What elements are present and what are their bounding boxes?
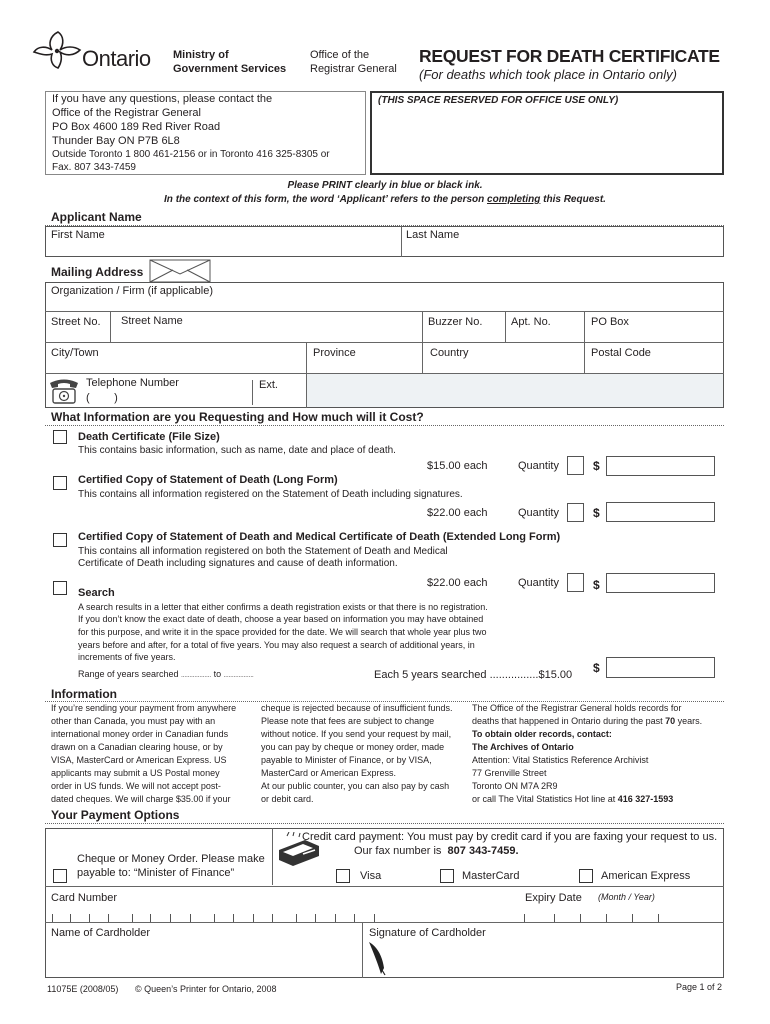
credit-card-instruction: Credit card payment: You must pay by credit card if you are faxing your request to us. (302, 831, 718, 843)
page-number: Page 1 of 2 (676, 982, 723, 992)
expiry-digit-tick (606, 914, 607, 922)
extended-long-form-desc-1: This contains all information registered on both the Statement of Death and Medical (78, 546, 448, 557)
death-certificate-quantity-label: Quantity (518, 460, 559, 472)
long-form-dollar: $ (593, 506, 600, 520)
fax-number-pre: Our fax number is (354, 845, 448, 857)
extended-long-form-quantity-input[interactable] (567, 573, 584, 592)
cardholder-input[interactable] (50, 942, 358, 974)
ministry-line-1: Ministry of (173, 49, 229, 61)
apt-label: Apt. No. (511, 316, 551, 328)
cardholder-rule (45, 922, 724, 923)
postal-label: Postal Code (591, 347, 651, 359)
expiry-digit-tick (524, 914, 525, 922)
page-subtitle: (For deaths which took place in Ontario only) (419, 67, 677, 82)
info-col2-line-7: At our public counter, you can also pay by cash (261, 781, 450, 791)
telephone-area-code[interactable]: ( ) (86, 392, 118, 404)
card-digit-tick (132, 914, 133, 922)
death-certificate-dollar: $ (593, 459, 600, 473)
card-digit-tick (335, 914, 336, 922)
death-certificate-amount-input[interactable] (606, 456, 715, 476)
card-digit-tick (170, 914, 171, 922)
info-col1-line-2: other than Canada, you must pay with an (51, 716, 216, 726)
info-col2-line-6: MasterCard or American Express. (261, 768, 397, 778)
ministry-line-2: Government Services (173, 63, 287, 75)
card-digit-tick (233, 914, 234, 922)
province-divider (306, 342, 307, 373)
applicant-name-divider (401, 226, 402, 257)
info-col3-line-1: The Office of the Registrar General holds records for (472, 703, 682, 713)
card-digit-tick (253, 914, 254, 922)
info-col2-line-4: you can pay by cheque or money order, made (261, 742, 445, 752)
card-number-input[interactable] (50, 905, 380, 922)
info-col3-line-2-post: years. (675, 716, 703, 726)
contact-line-5: Outside Toronto 1 800 461-2156 or in Toronto 416 325-8305 or (52, 149, 330, 160)
applicant-definition-pre: In the context of this form, the word ‘Applicant’ refers to the person (164, 194, 488, 205)
card-digit-tick (150, 914, 151, 922)
expiry-date-input[interactable] (520, 905, 680, 922)
range-years-to-label: to (213, 669, 222, 679)
card-number-rule (45, 886, 724, 887)
cheque-line-1: Cheque or Money Order. Please make (77, 853, 265, 865)
applicant-heading: Applicant Name (51, 210, 142, 224)
signature-label: Signature of Cardholder (369, 927, 486, 939)
search-desc-5: increments of five years. (78, 652, 176, 662)
contact-line-6: Fax. 807 343-7459 (52, 162, 136, 173)
extended-long-form-price: $22.00 each (427, 577, 488, 589)
first-name-label: First Name (51, 229, 105, 241)
card-digit-tick (70, 914, 71, 922)
extended-long-form-checkbox[interactable] (53, 533, 67, 547)
applicant-definition-post: this Request. (540, 194, 606, 205)
range-years-from-input[interactable]: .................. (181, 673, 212, 679)
street-no-divider (110, 311, 111, 342)
card-digit-tick (214, 914, 215, 922)
pobox-label: PO Box (591, 316, 629, 328)
month-year-label: (Month / Year) (598, 892, 655, 902)
card-digit-tick (108, 914, 109, 922)
last-name-input[interactable] (470, 240, 720, 255)
card-number-label: Card Number (51, 892, 118, 904)
long-form-checkbox[interactable] (53, 476, 67, 490)
range-years-row (78, 668, 254, 682)
office-line-2: Registrar General (310, 63, 397, 75)
amex-checkbox[interactable] (579, 869, 593, 883)
telephone-label: Telephone Number (86, 377, 179, 389)
fax-number: 807 343-7459. (447, 845, 519, 857)
print-instruction: Please PRINT clearly in blue or black ink. (287, 180, 483, 191)
office-line-1: Office of the (310, 49, 370, 61)
city-label: City/Town (51, 347, 99, 359)
expiry-date-label: Expiry Date (525, 892, 582, 904)
signature-input[interactable] (392, 942, 720, 974)
extended-long-form-dollar: $ (593, 578, 600, 592)
info-col1-line-8: dated cheques. We will charge $35.00 if your (51, 794, 231, 804)
ontario-logo-text: Ontario (82, 46, 151, 71)
death-certificate-title: Death Certificate (File Size) (78, 431, 220, 443)
telephone-shaded-area (307, 374, 723, 407)
search-desc-2: If you don’t know the exact date of death, choose a year based on information you may have obtained (78, 614, 484, 624)
card-digit-tick (354, 914, 355, 922)
info-col1-line-5: VISA, MasterCard or American Express. US (51, 755, 227, 765)
payment-heading-rule (45, 823, 724, 824)
card-digit-tick (315, 914, 316, 922)
page-title: REQUEST FOR DEATH CERTIFICATE (419, 46, 720, 66)
death-certificate-checkbox[interactable] (53, 430, 67, 444)
expiry-digit-tick (580, 914, 581, 922)
info-col3-line-8-pre: or call The Vital Statistics Hot line at (472, 794, 618, 804)
expiry-digit-tick (658, 914, 659, 922)
long-form-price: $22.00 each (427, 507, 488, 519)
signature-divider (362, 922, 363, 978)
buzzer-divider (422, 311, 423, 342)
search-price: Each 5 years searched ................$15.00 (374, 669, 573, 681)
extended-long-form-title: Certified Copy of Statement of Death and Medical Certificate of Death (Extended Long Form) (78, 531, 561, 543)
cheque-checkbox[interactable] (53, 869, 67, 883)
ontario-trillium-logo (30, 28, 86, 70)
info-col3-line-8-phone: 416 327-1593 (617, 794, 674, 804)
visa-checkbox[interactable] (336, 869, 350, 883)
search-desc-3: for this purpose, and write it in the space provided for the date. We will search that whole year plus two (78, 627, 487, 637)
form-number: 11075E (2008/05) (47, 984, 119, 994)
info-col3-line-6: 77 Grenville Street (472, 768, 547, 778)
death-certificate-desc: This contains basic information, such as name, date and place of death. (78, 445, 396, 456)
card-digit-tick (89, 914, 90, 922)
info-col2-line-5: payable to Minister of Finance, or by VISA, (261, 755, 432, 765)
ext-divider (252, 380, 253, 405)
office-use-label: (THIS SPACE RESERVED FOR OFFICE USE ONLY) (378, 95, 619, 106)
payment-heading: Your Payment Options (51, 808, 180, 822)
mastercard-label: MasterCard (462, 870, 520, 882)
country-label: Country (430, 347, 469, 359)
card-digit-tick (272, 914, 273, 922)
contact-line-2: Office of the Registrar General (52, 107, 201, 119)
ext-label: Ext. (259, 379, 278, 391)
extended-long-form-amount-input[interactable] (606, 573, 715, 593)
buzzer-label: Buzzer No. (428, 316, 483, 328)
death-certificate-quantity-input[interactable] (567, 456, 584, 475)
request-heading: What Information are you Requesting and How much will it Cost? (51, 410, 424, 424)
visa-label: Visa (360, 870, 382, 882)
country-divider (422, 342, 423, 373)
province-label: Province (313, 347, 356, 359)
card-digit-tick (52, 914, 53, 922)
range-years-to-input[interactable]: .................. (223, 673, 254, 679)
info-col1-line-4: drawn on a Canadian clearing house, or by (51, 742, 223, 752)
postal-divider (584, 342, 585, 373)
fax-number-line (354, 844, 519, 858)
info-col1-line-1: If you’re sending your payment from anywhere (51, 703, 237, 713)
info-col2-line-3: without notice. If you send your request by mail, (261, 729, 452, 739)
info-col1-line-7: order in US funds. We will not accept post- (51, 781, 221, 791)
pobox-divider (584, 311, 585, 342)
first-name-input[interactable] (120, 240, 395, 255)
last-name-label: Last Name (406, 229, 460, 241)
telephone-divider (306, 373, 307, 408)
mailing-heading: Mailing Address (51, 265, 144, 279)
info-col2-line-1: cheque is rejected because of insufficient funds. (261, 703, 453, 713)
info-col1-line-6: applicants may submit a US Postal money (51, 768, 220, 778)
long-form-title: Certified Copy of Statement of Death (Long Form) (78, 474, 338, 486)
search-amount-input[interactable] (606, 657, 715, 678)
info-col3-line-8 (472, 793, 673, 805)
mailing-row-rule-2 (45, 342, 724, 343)
long-form-quantity-label: Quantity (518, 507, 559, 519)
info-col3-line-3: To obtain older records, contact: (472, 729, 612, 739)
envelope-icon (149, 259, 211, 283)
card-digit-tick (190, 914, 191, 922)
expiry-digit-tick (554, 914, 555, 922)
quill-pen-icon (366, 940, 388, 976)
mastercard-checkbox[interactable] (440, 869, 454, 883)
extended-long-form-quantity-label: Quantity (518, 577, 559, 589)
info-col3-line-7: Toronto ON M7A 2R9 (472, 781, 558, 791)
search-desc-4: years before and after, for a total of five years. You may also request a search of additional years, in (78, 640, 475, 650)
organization-label: Organization / Firm (if applicable) (51, 285, 214, 297)
cheque-line-2: payable to: “Minister of Finance” (77, 867, 235, 879)
copyright: © Queen’s Printer for Ontario, 2008 (135, 984, 277, 994)
cardholder-label: Name of Cardholder (51, 927, 151, 939)
info-col2-line-2: Please note that fees are subject to change (261, 716, 435, 726)
street-name-label: Street Name (121, 315, 183, 327)
search-desc-1: A search results in a letter that either confirms a death registration exists or that there is no registration. (78, 602, 488, 612)
long-form-quantity-input[interactable] (567, 503, 584, 522)
card-digit-tick (296, 914, 297, 922)
applicant-definition-underlined: completing (487, 194, 541, 205)
extended-long-form-desc-2: Certificate of Death including signatures and cause of death information. (78, 558, 398, 569)
amex-label: American Express (601, 870, 691, 882)
request-heading-rule (45, 425, 724, 426)
info-col3-line-2-pre: deaths that happened in Ontario during the past (472, 716, 666, 726)
info-col3-line-4: The Archives of Ontario (472, 742, 574, 752)
organization-input[interactable] (50, 298, 720, 310)
payment-divider-top (272, 828, 273, 885)
info-col3-line-2 (472, 715, 702, 727)
search-checkbox[interactable] (53, 581, 67, 595)
info-col3-line-5: Attention: Vital Statistics Reference Archivist (472, 755, 649, 765)
contact-line-4: Thunder Bay ON P7B 6L8 (52, 135, 180, 147)
mailing-row-rule-1 (45, 311, 724, 312)
expiry-digit-tick (632, 914, 633, 922)
apt-divider (505, 311, 506, 342)
death-certificate-price: $15.00 each (427, 460, 488, 472)
telephone-icon (48, 377, 80, 405)
information-heading: Information (51, 687, 117, 701)
street-no-label: Street No. (51, 316, 101, 328)
card-digit-tick (374, 914, 375, 922)
long-form-desc: This contains all information registered on the Statement of Death including signatures. (78, 489, 463, 500)
info-col3-line-2-years: 70 (665, 716, 676, 726)
search-title: Search (78, 587, 115, 599)
info-col2-line-8: or debit card. (261, 794, 314, 804)
contact-line-3: PO Box 4600 189 Red River Road (52, 121, 221, 133)
long-form-amount-input[interactable] (606, 502, 715, 522)
applicant-definition (0, 193, 770, 206)
range-years-label: Range of years searched (78, 669, 179, 679)
search-dollar: $ (593, 661, 600, 675)
info-col1-line-3: international money order in Canadian funds (51, 729, 229, 739)
contact-line-1: If you have any questions, please contact the (52, 93, 273, 105)
